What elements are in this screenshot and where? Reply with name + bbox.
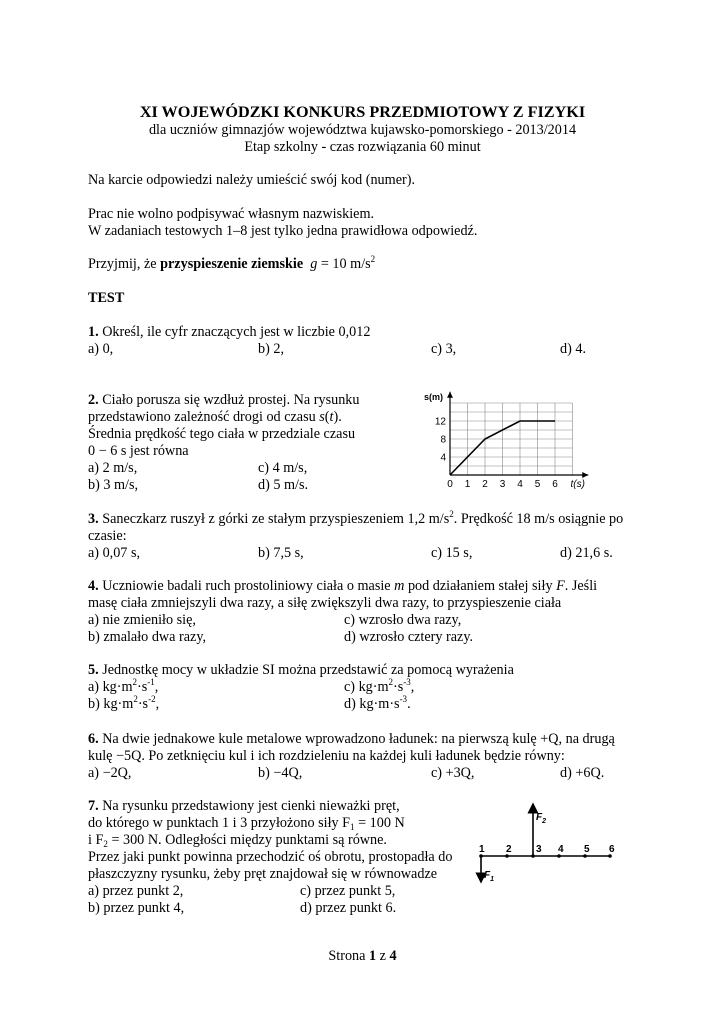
question-3-line1 (88, 511, 623, 528)
chart-x-tick-label: 0 (447, 479, 453, 490)
question-3-text1b: . Prędkość 18 m/s osiągnie po (453, 511, 624, 527)
contest-subtitle: dla uczniów gimnazjów województwa kujawsko-pomorskiego - 2013/2014 (148, 122, 577, 138)
chart-x-tick-label: 6 (552, 479, 558, 490)
q4-option-d[interactable]: d) wzrosło cztery razy. (344, 629, 474, 645)
question-2-text1: Ciało porusza się wzdłuż prostej. Na rysunku (98, 392, 360, 408)
contest-title: XI WOJEWÓDZKI KONKURS PRZEDMIOTOWY Z FIZYKI (139, 103, 586, 121)
q5-option-d[interactable]: d) $kg\cdot m\cdot s^{-3}$. (344, 694, 411, 712)
gravity-term: przyspieszenie ziemskie (160, 256, 304, 272)
contest-stage: Etap szkolny - czas rozwiązania 60 minut (244, 139, 481, 155)
question-7-text3b: = 300 N. Odległości między punktami są równe. (107, 832, 387, 848)
chart-y-tick-label: 12 (434, 416, 446, 428)
question-4-text1c: . Jeśli (564, 578, 598, 594)
question-2-line3: Średnia prędkość tego ciała w przedziale czasu (88, 426, 356, 442)
question-7-line2 (88, 815, 405, 832)
instruction-single-answer: W zadaniach testowych 1–8 jest tylko jedna prawidłowa odpowiedź. (88, 223, 478, 239)
question-3-line2: czasie: (88, 528, 127, 544)
q5-option-b[interactable]: b) $kg\cdot m^2\cdot s^{-2}$, (88, 694, 160, 712)
question-1-number: 1. (88, 324, 99, 340)
q7-option-a[interactable]: a) przez punkt 2, (88, 883, 184, 899)
question-3-text1a: Saneczkarz ruszył z górki ze stałym przyspieszeniem 1,2 m/s (98, 511, 450, 527)
footer-page: 1 (369, 948, 377, 964)
question-4-text1b: pod działaniem stałej siły (404, 578, 557, 594)
instruction-code: Na karcie odpowiedzi należy umieścić swój kod (numer). (88, 172, 415, 188)
q3-option-d[interactable]: d) 21,6 s. (560, 545, 613, 561)
q6-option-c[interactable]: c) +3Q, (431, 765, 475, 781)
instruction-gravity (88, 256, 375, 273)
instruction-no-name: Prac nie wolno podpisywać własnym nazwiskiem. (88, 206, 375, 222)
q3-option-b[interactable]: b) 7,5 s, (258, 545, 304, 561)
question-5-number: 5. (88, 662, 99, 678)
question-7-text2-end: = 100 N (354, 815, 405, 831)
question-2-text2a: przedstawiono zależność drogi od czasu (88, 409, 320, 425)
question-2-line4: 0 − 6 s jest równa (88, 443, 189, 459)
question-4-number: 4. (88, 578, 99, 594)
chart-x-arrow (582, 472, 588, 478)
q3-option-a[interactable]: a) 0,07 s, (88, 545, 141, 561)
rod-point-3 (531, 854, 535, 858)
q1-option-a[interactable]: a) 0, (88, 341, 114, 357)
distance-time-chart (418, 383, 598, 495)
gravity-symbol: g (310, 256, 318, 272)
question-2-line1 (88, 392, 359, 409)
rod-point-label-1: 1 (479, 844, 485, 855)
question-7-text3a: i F (88, 832, 104, 848)
force-1-label: $F_1$ (484, 870, 495, 883)
question-2-paren-close: ). (333, 409, 342, 425)
chart-y-tick-label: 8 (440, 434, 446, 446)
q1-option-b[interactable]: b) 2, (258, 341, 285, 357)
q6-option-b[interactable]: b) −4Q, (258, 765, 303, 781)
rod-forces-figure (470, 798, 620, 893)
question-6-text1: Na dwie jednakowe kule metalowe wprowadzono ładunek: na pierwszą kulę +Q, na drugą (98, 731, 615, 747)
q2-option-a[interactable]: a) 2 m/s, (88, 460, 138, 476)
question-1 (88, 324, 370, 341)
q4-option-b[interactable]: b) zmalało dwa razy, (88, 629, 207, 645)
q5-option-c[interactable]: c) $kg\cdot m^2\cdot s^{-3}$, (344, 677, 415, 695)
question-2-paren-open: ( (324, 409, 330, 425)
q7-option-b[interactable]: b) przez punkt 4, (88, 900, 185, 916)
section-title: TEST (88, 290, 125, 306)
chart-y-arrow (447, 392, 453, 398)
question-4-line1 (88, 578, 597, 595)
q4-option-a[interactable]: a) nie zmieniło się, (88, 612, 196, 628)
rod-point-label-3: 3 (536, 844, 542, 855)
footer-prefix: Strona (328, 948, 369, 964)
question-7-sub2: 2 (103, 839, 108, 849)
chart-grid (450, 403, 573, 475)
question-7-line1 (88, 798, 400, 815)
question-3-exponent: 2 (449, 509, 454, 519)
question-7-sub1: 1 (350, 822, 355, 832)
q7-option-c[interactable]: c) przez punkt 5, (300, 883, 396, 899)
q6-option-d[interactable]: d) +6Q. (560, 765, 605, 781)
gravity-exponent: 2 (370, 254, 376, 264)
force-2-label: $F_2$ (536, 812, 547, 825)
chart-x-tick-label: 5 (534, 479, 541, 490)
q1-option-c[interactable]: c) 3, (431, 341, 457, 357)
question-1-text: Określ, ile cyfr znaczących jest w liczbie 0,012 (98, 324, 371, 340)
question-2-line2 (88, 409, 342, 426)
question-7-number: 7. (88, 798, 99, 814)
q2-option-d[interactable]: d) 5 m/s. (258, 477, 309, 493)
q1-option-d[interactable]: d) 4. (560, 341, 587, 357)
question-4-text1a: Uczniowie badali ruch prostoliniowy ciała o masie (98, 578, 395, 594)
rod-point-label-2: 2 (506, 844, 512, 855)
chart-x-tick-label: 4 (517, 479, 523, 490)
q2-option-b[interactable]: b) 3 m/s, (88, 477, 139, 493)
gravity-prefix: Przyjmij, że (88, 256, 161, 272)
question-7-text2: do którego w punktach 1 i 3 przyłożono siły F (88, 815, 351, 831)
chart-y-axis-label: s(m) (424, 391, 444, 402)
footer-middle: z (376, 948, 390, 964)
rod-point-label-4: 4 (558, 844, 564, 855)
question-7-line5: płaszczyzny rysunku, żeby pręt znajdował się w równowadze (88, 866, 438, 882)
chart-tick-labels (435, 417, 558, 491)
chart-x-axis-label: t(s) (570, 479, 585, 490)
question-4-line2: masę ciała zmniejszyli dwa razy, a siłę zwiększyli dwa razy, to przyspieszenie ciała (88, 595, 562, 611)
q4-option-c[interactable]: c) wzrosło dwa razy, (344, 612, 462, 628)
question-3-number: 3. (88, 511, 99, 527)
q6-option-a[interactable]: a) −2Q, (88, 765, 132, 781)
chart-axes (447, 392, 588, 478)
gravity-value: = 10 m/s (317, 256, 371, 272)
question-2-number: 2. (88, 392, 99, 408)
rod-point-label-5: 5 (584, 844, 590, 855)
q3-option-c[interactable]: c) 15 s, (431, 545, 473, 561)
question-4-force: F (556, 578, 565, 594)
q5-option-a[interactable]: a) $kg\cdot m^2\cdot s^{-1}$, (88, 677, 159, 695)
q7-option-d[interactable]: d) przez punkt 6. (300, 900, 397, 916)
question-5-text: Jednostkę mocy w układzie SI można przedstawić za pomocą wyrażenia (98, 662, 514, 678)
question-2-s: s (319, 409, 325, 425)
question-7-line3 (88, 832, 387, 849)
question-6-line1 (88, 731, 615, 748)
chart-x-tick-label: 1 (464, 479, 471, 490)
question-6-number: 6. (88, 731, 99, 747)
q2-option-c[interactable]: c) 4 m/s, (258, 460, 308, 476)
chart-x-tick-label: 2 (482, 479, 488, 490)
page-footer (0, 948, 725, 965)
chart-y-tick-label: 4 (440, 452, 446, 464)
question-4-mass: m (394, 578, 405, 594)
question-7-text1: Na rysunku przedstawiony jest cienki nieważki pręt, (98, 798, 400, 814)
question-7-line4: Przez jaki punkt powinna przechodzić oś obrotu, prostopadła do (88, 849, 453, 865)
question-6-line2: kulę −5Q. Po zetknięciu kul i ich rozdzieleniu na każdej kuli ładunek będzie równy: (88, 748, 565, 764)
footer-total: 4 (389, 948, 397, 964)
chart-x-tick-label: 3 (499, 479, 506, 490)
question-2-t: t (329, 409, 334, 425)
rod-point-label-6: 6 (609, 844, 615, 855)
